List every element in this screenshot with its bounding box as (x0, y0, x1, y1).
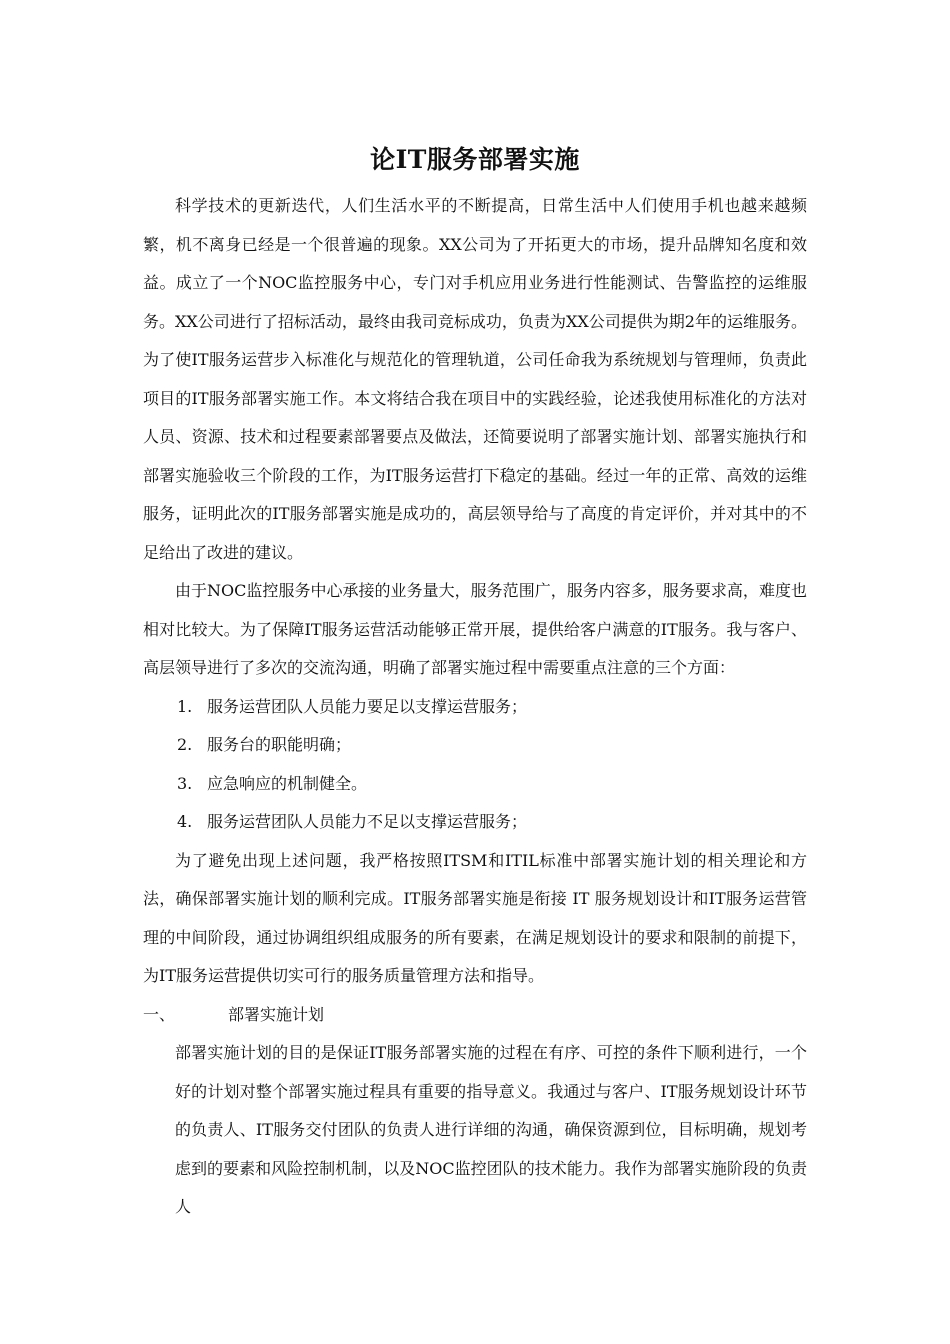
section-paragraph: 部署实施计划的目的是保证IT服务部署实施的过程在有序、可控的条件下顺利进行，一个好的计划对整个部署实施过程具有重要的指导意义。我通过与客户、IT服务规划设计环节的负责人、IT服务交付团队的负责人进行详细的沟通，确保资源到位，目标明确，规划考虑到的要素和风险控制机制，以及NOC监控团队的技术能力。我作为部署实施阶段的负责人 (175, 1043, 807, 1216)
document-body (143, 187, 807, 1227)
list-item (143, 765, 807, 804)
section-number: 一、 (143, 1004, 176, 1024)
focus-list (143, 688, 807, 842)
list-text: 服务运营团队人员能力不足以支撑运营服务； (207, 812, 528, 831)
list-number: 2. (177, 735, 193, 754)
list-item (143, 688, 807, 727)
section-heading (143, 996, 807, 1035)
list-text: 服务台的职能明确； (207, 735, 352, 754)
paragraph-intro: 科学技术的更新迭代，人们生活水平的不断提高，日常生活中人们使用手机也越来越频繁，机不离身已经是一个很普遍的现象。XX公司为了开拓更大的市场，提升品牌知名度和效益。成立了一个NOC监控服务中心，专门对手机应用业务进行性能测试、告警监控的运维服务。XX公司进行了招标活动，最终由我司竞标成功，负责为XX公司提供为期2年的运维服务。为了使IT服务运营步入标准化与规范化的管理轨道，公司任命我为系统规划与管理师，负责此项目的IT服务部署实施工作。本文将结合我在项目中的实践经验，论述我使用标准化的方法对人员、资源、技术和过程要素部署要点及做法，还简要说明了部署实施计划、部署实施执行和部署实施验收三个阶段的工作，为IT服务运营打下稳定的基础。经过一年的正常、高效的运维服务，证明此次的IT服务部署实施是成功的，高层领导给与了高度的肯定评价，并对其中的不足给出了改进的建议。 (143, 196, 807, 562)
list-number: 3. (177, 773, 193, 793)
document-title: 论IT服务部署实施 (370, 145, 580, 174)
list-text: 服务运营团队人员能力要足以支撑运营服务； (207, 696, 528, 716)
section-title: 部署实施计划 (228, 1004, 325, 1024)
list-text: 应急响应的机制健全。 (207, 773, 368, 793)
list-number: 4. (177, 812, 193, 831)
list-number: 1. (177, 696, 193, 716)
list-item (143, 803, 807, 842)
list-item (143, 726, 807, 765)
paragraph-focus-areas: 由于NOC监控服务中心承接的业务量大，服务范围广，服务内容多，服务要求高，难度也相对比较大。为了保障IT服务运营活动能够正常开展，提供给客户满意的IT服务。我与客户、高层领导进行了多次的交流沟通，明确了部署实施过程中需要重点注意的三个方面： (143, 581, 807, 677)
paragraph-approach: 为了避免出现上述问题，我严格按照ITSM和ITIL标准中部署实施计划的相关理论和方法，确保部署实施计划的顺利完成。IT服务部署实施是衔接 IT 服务规划设计和IT服务运营管理的中间阶段，通过协调组织组成服务的所有要素，在满足规划设计的要求和限制的前提下，为IT服务运营提供切实可行的服务质量管理方法和指导。 (143, 850, 807, 985)
